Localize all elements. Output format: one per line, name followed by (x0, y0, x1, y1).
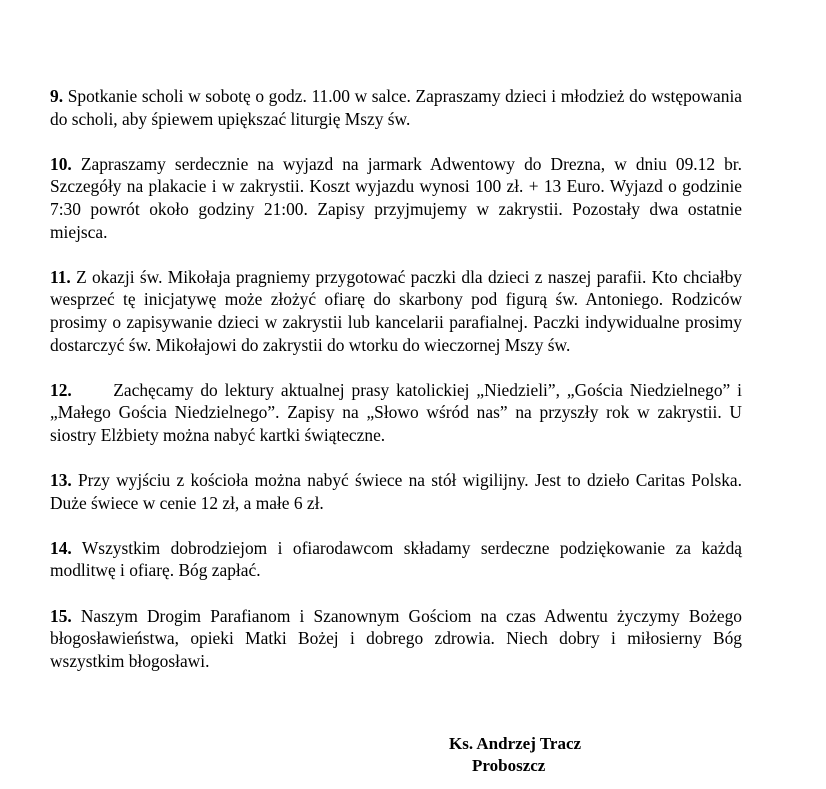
announcement-item-9 (50, 85, 742, 130)
announcement-item-11 (50, 266, 742, 356)
announcement-number: 15. (50, 605, 72, 626)
announcement-text: Wszystkim dobrodziejom i ofiarodawcom składamy serdeczne podziękowanie za każdą modlitwę i ofiarę. Bóg zapłać. (50, 537, 742, 581)
announcement-text: Z okazji św. Mikołaja pragniemy przygotować paczki dla dzieci z naszej parafii. Kto chciałby wesprzeć tę inicjatywę może złożyć ofiarę do skarbony pod figurą św. Antoniego. Rodziców prosimy o zapisywanie dzieci w zakrystii lub kancelarii parafialnej. Paczki indywidualne prosimy dostarczyć św. Mikołajowi do zakrystii do wtorku do wieczornej Mszy św. (50, 266, 742, 355)
announcement-item-10 (50, 153, 742, 243)
announcement-text: Spotkanie scholi w sobotę o godz. 11.00 w salce. Zapraszamy dzieci i młodzież do wstępowania do scholi, aby śpiewem upiększać liturgię Mszy św. (50, 86, 742, 129)
announcements-page (50, 85, 742, 695)
announcement-number: 13. (50, 470, 72, 491)
announcement-text: Zapraszamy serdecznie na wyjazd na jarmark Adwentowy do Drezna, w dniu 09.12 br. Szczegóły na plakacie i w zakrystii. Koszt wyjazdu wynosi 100 zł. + 13 Euro. Wyjazd o godzinie 7:30 powrót około godziny 21:00. Zapisy przyjmujemy w zakrystii. Pozostały dwa ostatnie miejsca. (50, 153, 742, 242)
signature-name: Ks. Andrzej Tracz (449, 734, 582, 753)
announcement-number: 11. (50, 266, 71, 287)
announcement-item-12 (50, 379, 742, 447)
announcement-text: Przy wyjściu z kościoła można nabyć świece na stół wigilijny. Jest to dzieło Caritas Polska. Duże świece w cenie 12 zł, a małe 6 zł. (50, 470, 742, 513)
announcement-text: Naszym Drogim Parafianom i Szanownym Gościom na czas Adwentu życzymy Bożego błogosławieństwa, opieki Matki Bożej i dobrego zdrowia. Niech dobry i miłosierny Bóg wszystkim błogosławi. (50, 605, 742, 671)
announcement-item-15 (50, 605, 742, 673)
signature-block (449, 733, 581, 777)
announcement-number: 12. (50, 379, 72, 400)
announcement-number: 10. (50, 153, 72, 174)
announcement-number: 9. (50, 86, 64, 106)
signature-title: Proboszcz (472, 756, 546, 775)
announcement-text: Zachęcamy do lektury aktualnej prasy katolickiej „Niedzieli”, „Gościa Niedzielnego” i „Małego Gościa Niedzielnego”. Zapisy na „Słowo wśród nas” na przyszły rok w zakrystii. U siostry Elżbiety można nabyć kartki świąteczne. (50, 379, 742, 445)
announcement-number: 14. (50, 537, 72, 558)
announcement-item-13 (50, 469, 742, 514)
announcement-item-14 (50, 537, 742, 582)
